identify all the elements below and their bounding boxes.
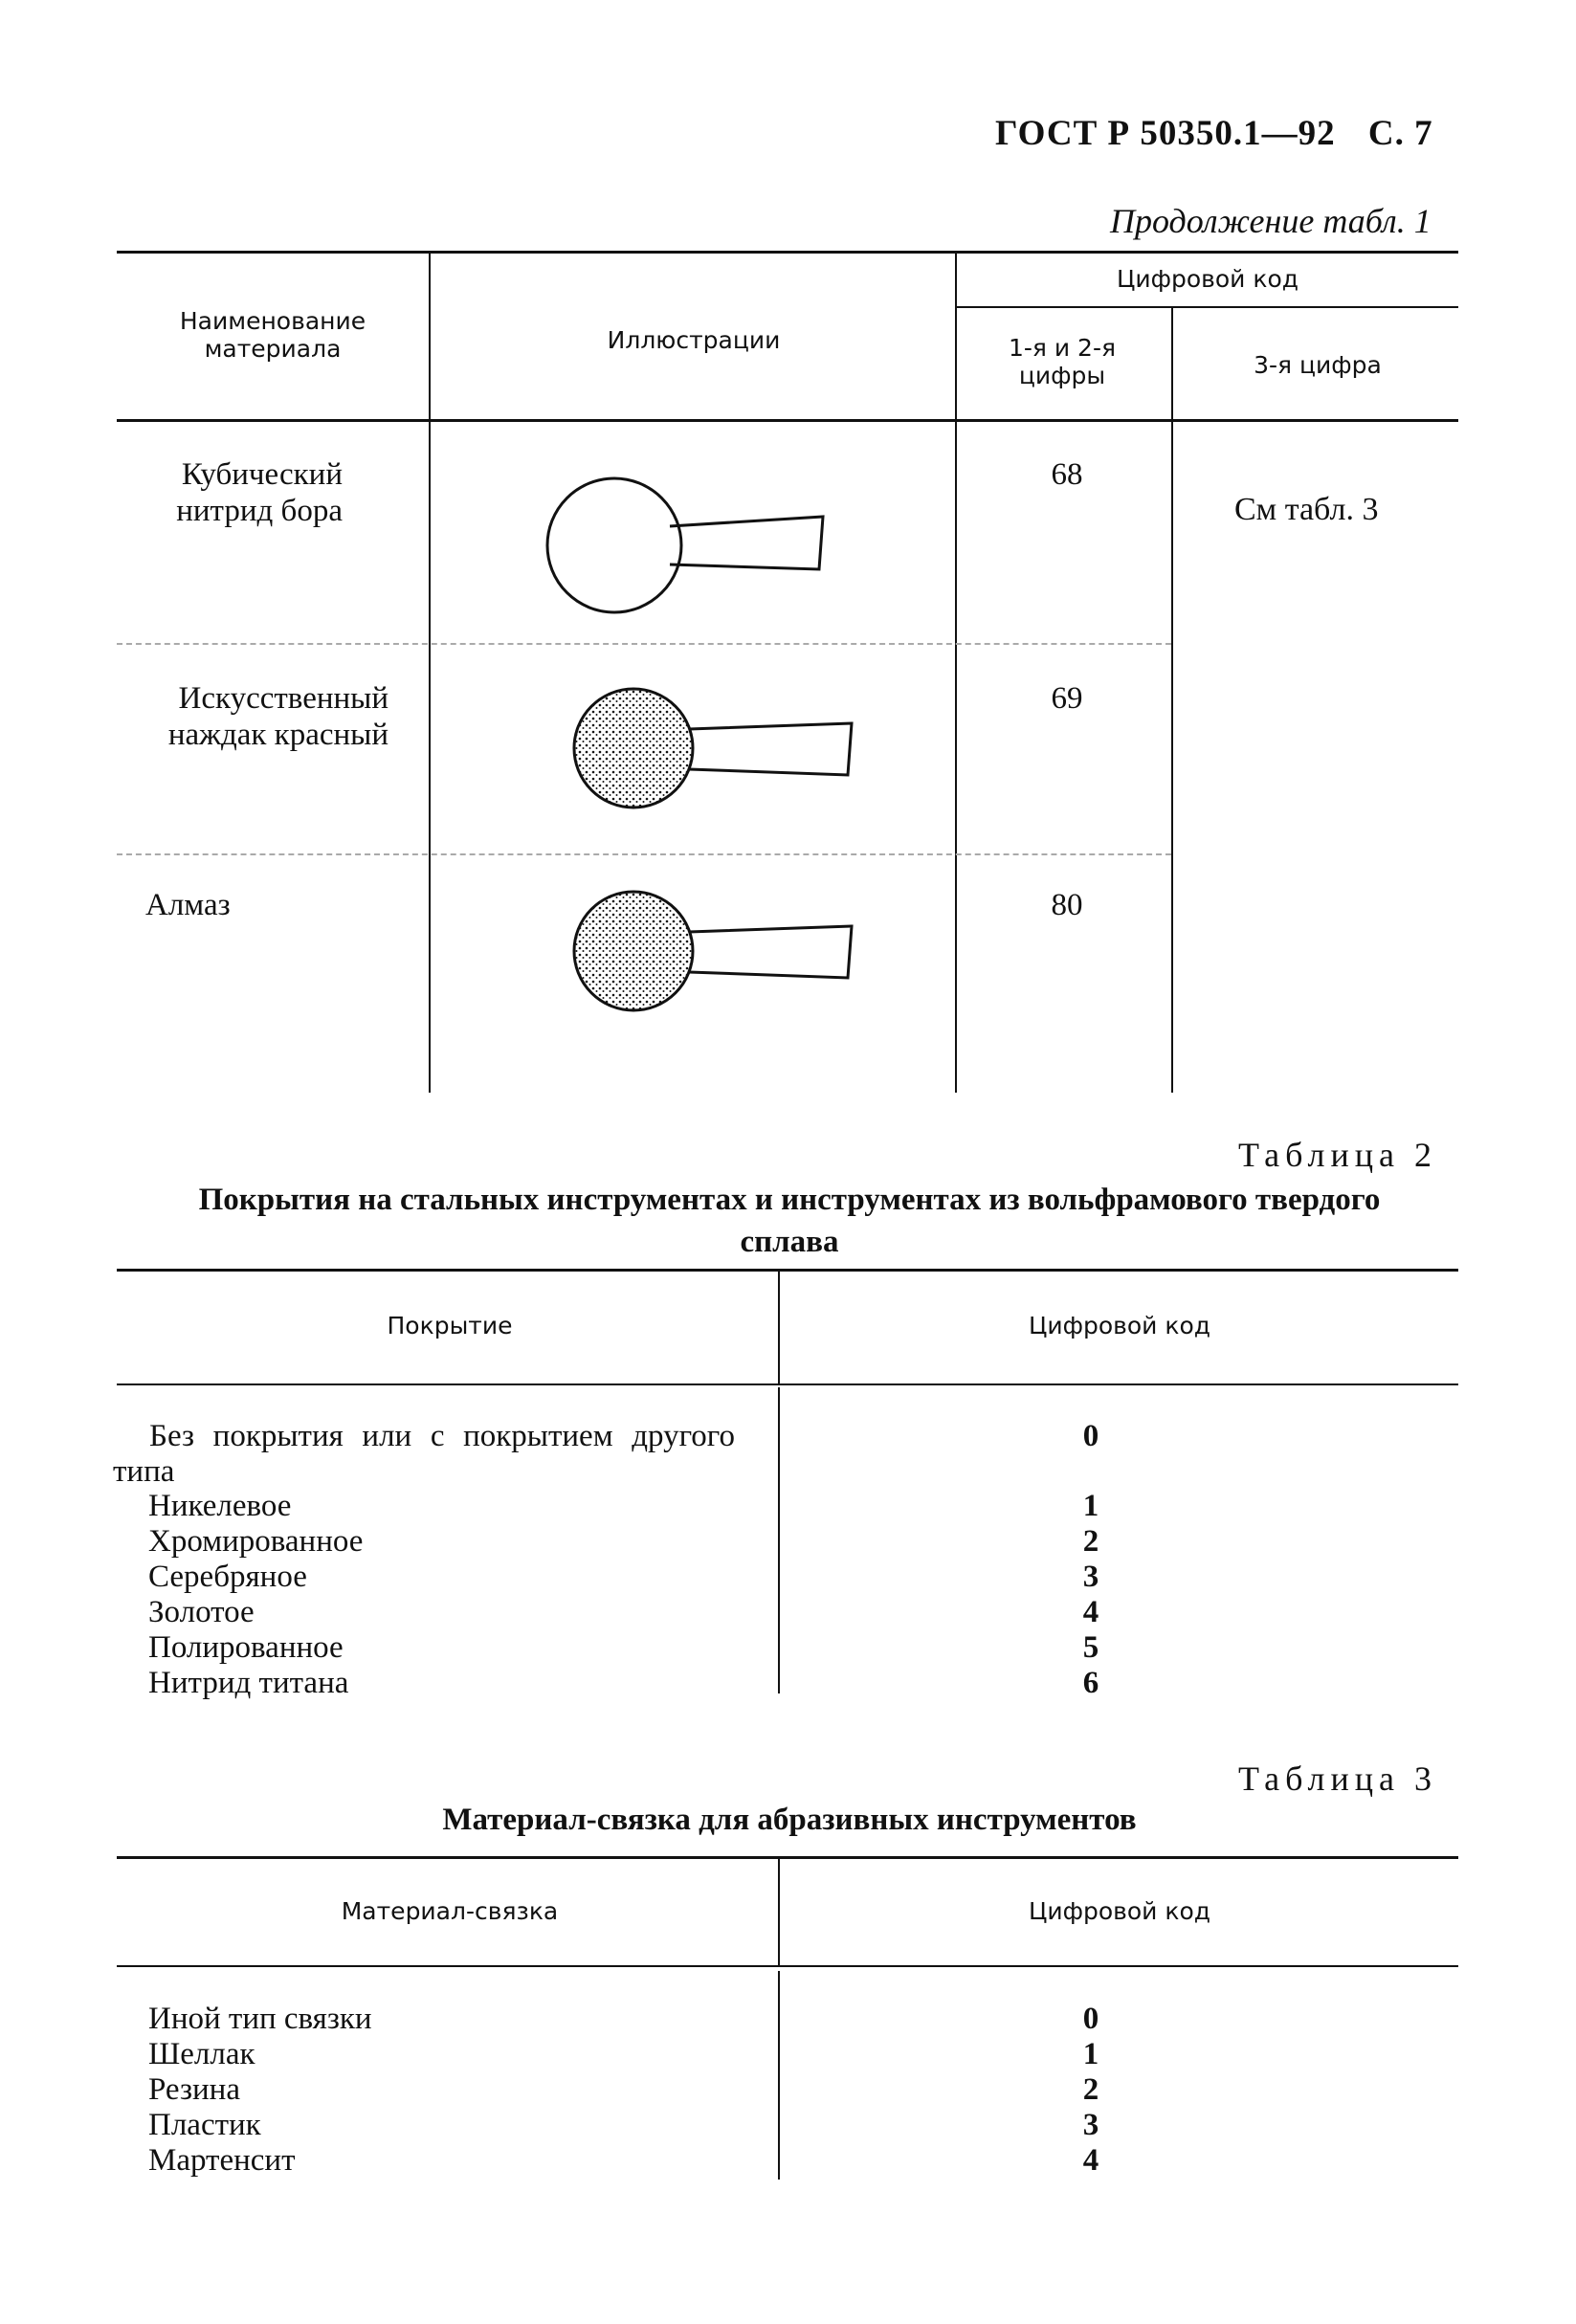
table2-row-2-name: Хромированное: [148, 1524, 364, 1559]
table3-col-material: Материал-связка: [341, 1897, 559, 1925]
table2-row-6-name: Нитрид титана: [148, 1666, 349, 1700]
table3-header-rule: [117, 1965, 1458, 1967]
table2-row-0-name: Без покрытия или с покрытием другого типа: [113, 1419, 735, 1489]
table3-label: Таблица 3: [1238, 1760, 1437, 1798]
table1-row1-name: Кубический нитрид бора: [176, 457, 343, 528]
table3-vline: [778, 1858, 780, 1965]
table1-row3-code: 80: [1051, 888, 1083, 922]
table2-row-5-code: 5: [1082, 1630, 1099, 1665]
gost-number: ГОСТ Р 50350.1—92: [995, 114, 1336, 153]
page-header: [995, 113, 1433, 154]
table1-code-split-rule: [955, 306, 1458, 308]
table1-vline-3: [1171, 308, 1173, 1093]
table3-row-0-name: Иной тип связки: [148, 2002, 372, 2036]
table2-row-3-code: 3: [1082, 1560, 1099, 1594]
table2-col-code: Цифровой код: [1028, 1312, 1211, 1339]
table1-row2-name: Искусственный наждак красный: [167, 681, 388, 752]
table1-continuation: Продолжение табл. 1: [1110, 202, 1432, 240]
table2-row-1-name: Никелевое: [148, 1489, 292, 1523]
table1-col-illustrations: Иллюстрации: [607, 326, 781, 354]
table1-third-digit-note: См табл. 3: [1234, 492, 1379, 527]
table1-row2-code: 69: [1051, 681, 1083, 716]
table1-vline-2: [955, 253, 957, 1093]
table2-row-4-code: 4: [1082, 1595, 1099, 1629]
table2-title: Покрытия на стальных инструментах и инструментах из вольфрамового твердого сплава: [198, 1183, 1381, 1259]
table2-col-coating: Покрытие: [387, 1312, 513, 1339]
page-number: С. 7: [1367, 114, 1433, 153]
table2-row-4-name: Золотое: [148, 1595, 255, 1629]
table3-row-0-code: 0: [1082, 2002, 1099, 2036]
table2-vline: [778, 1271, 780, 1383]
table1-row1-code: 68: [1051, 457, 1083, 492]
table1-col-name: Наименование материала: [179, 307, 366, 363]
table1-row-rule-2: [117, 853, 1171, 855]
bur-dotted-icon: [565, 873, 871, 1035]
table3-row-2-code: 2: [1082, 2072, 1099, 2107]
table2-row-1-code: 1: [1082, 1489, 1099, 1523]
table2-header-rule: [117, 1383, 1458, 1385]
table1-row3-name: Алмаз: [145, 888, 231, 922]
table1-top-rule: [117, 251, 1458, 254]
table1-col-digits12: 1-я и 2-я цифры: [1008, 334, 1117, 389]
table2-row-3-name: Серебряное: [148, 1560, 307, 1594]
table3-vline-body: [778, 1971, 780, 2180]
table3-row-1-name: Шеллак: [148, 2037, 255, 2071]
bur-dotted-icon: [565, 670, 871, 832]
table3-row-4-name: Мартенсит: [148, 2143, 296, 2178]
table2-vline-body: [778, 1387, 780, 1693]
table1-header-rule: [117, 419, 1458, 422]
bur-plain-icon: [536, 469, 832, 631]
table3-row-4-code: 4: [1082, 2143, 1099, 2178]
table3-row-3-name: Пластик: [148, 2108, 261, 2142]
table2-row-2-code: 2: [1082, 1524, 1099, 1559]
table1-col-code: Цифровой код: [1116, 265, 1299, 293]
table2-label: Таблица 2: [1238, 1136, 1437, 1174]
table3-row-1-code: 1: [1082, 2037, 1099, 2071]
table2-top-rule: [117, 1269, 1458, 1272]
table3-row-3-code: 3: [1082, 2108, 1099, 2142]
table2-row-5-name: Полированное: [148, 1630, 344, 1665]
table3-top-rule: [117, 1856, 1458, 1859]
table3-col-code: Цифровой код: [1028, 1897, 1211, 1925]
table1-col-digit3: 3-я цифра: [1254, 351, 1382, 379]
table2-row-6-code: 6: [1082, 1666, 1099, 1700]
table1-vline-1: [429, 253, 431, 1093]
table2-row-0-code: 0: [1082, 1419, 1099, 1453]
table3-title: Материал-связка для абразивных инструментов: [442, 1803, 1137, 1837]
table1-row-rule-1: [117, 643, 1171, 645]
table3-row-2-name: Резина: [148, 2072, 240, 2107]
